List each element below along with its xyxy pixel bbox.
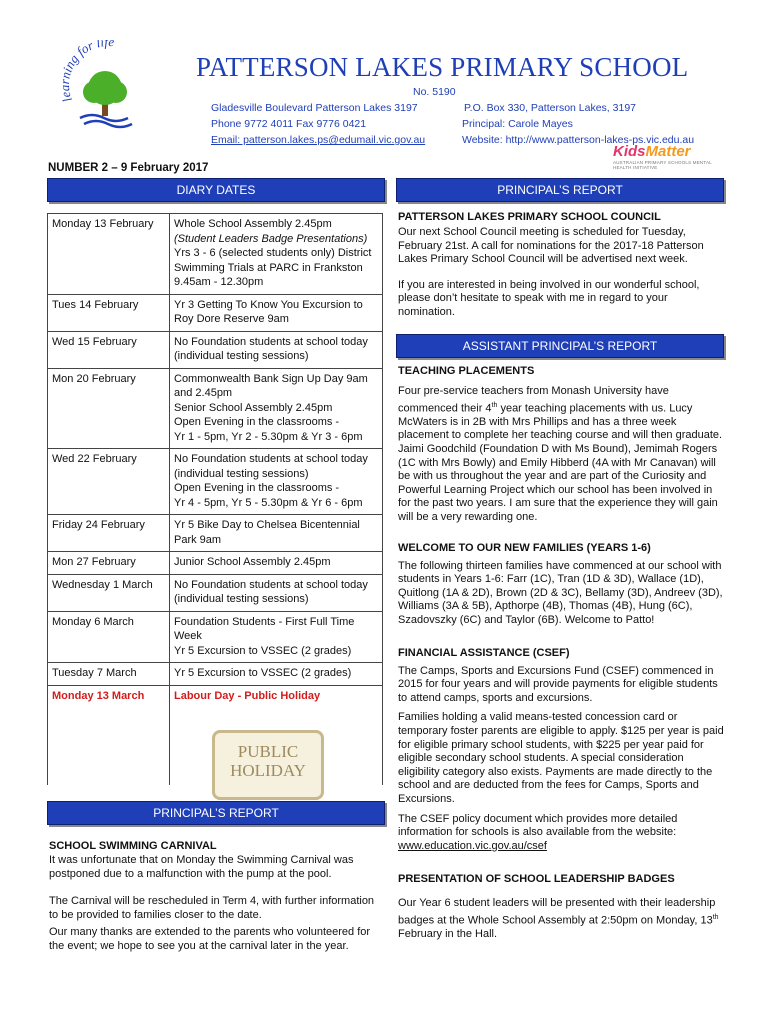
- email-link[interactable]: Email: patterson.lakes.ps@edumail.vic.gov.au: [211, 134, 426, 146]
- council-heading: PATTERSON LAKES PRIMARY SCHOOL COUNCIL: [398, 211, 661, 223]
- school-number: No. 5190: [413, 86, 456, 98]
- teaching-heading: TEACHING PLACEMENTS: [398, 365, 535, 377]
- swim-paragraph-3: Our many thanks are extended to the parents who volunteered for the event; we hope to see you at the carnival later in the year.: [49, 926, 371, 952]
- table-row: Monday 6 March Foundation Students - First Full Time Week Yr 5 Excursion to VSSEC (2 grades): [48, 611, 383, 663]
- table-row: Tuesday 7 March Yr 5 Excursion to VSSEC (2 grades): [48, 663, 383, 686]
- welcome-paragraph: The following thirteen families have commenced at our school with students in Years 1-6: Farr (1C), Tran (1D & 3D), Wallace (1D), Quitlong (1A & 2D), Brown (2D & 3C), Bellamy (3D), Andreev (3D), Williams (3A & 5B), Apthorpe (4B), Thomas (4B), Hung (6C), Szadovszky (6C) and Taylor (6B). Welcome to Patto!: [398, 559, 723, 626]
- principals-report-header-left: PRINCIPAL’S REPORT: [47, 801, 385, 825]
- csef-heading: FINANCIAL ASSISTANCE (CSEF): [398, 646, 570, 659]
- badges-heading: PRESENTATION OF SCHOOL LEADERSHIP BADGES: [398, 873, 675, 886]
- welcome-heading: WELCOME TO OUR NEW FAMILIES (YEARS 1-6): [398, 541, 651, 554]
- principal-name: Principal: Carole Mayes: [462, 118, 573, 130]
- table-row: Monday 13 February Whole School Assembly 2.45pm (Student Leaders Badge Presentations) Yrs 3 - 6 (selected students only) District Swimming Trials at PARC in Frankston 9.45am - 12.30pm: [48, 214, 383, 295]
- council-paragraph-2: If you are interested in being involved in our wonderful school, please don’t hesitate to speak with me in regard to your nomination.: [398, 278, 700, 318]
- kidsmatter-logo: KidsMatter AUSTRALIAN PRIMARY SCHOOLS MENTAL HEALTH INITIATIVE: [613, 143, 712, 170]
- public-holiday-stamp: PUBLIC HOLIDAY: [212, 730, 324, 800]
- po-box: P.O. Box 330, Patterson Lakes, 3197: [464, 102, 637, 114]
- csef-paragraph-1: The Camps, Sports and Excursions Fund (CSEF) commenced in 2015 for four years and will provide payments for eligible students to attend camps, sports and excursions.: [398, 664, 718, 704]
- table-row: Wed 22 February No Foundation students at school today (individual testing sessions) Open Evening in the classrooms - Yr 4 - 5pm, Yr 5 - 5.30pm & Yr 6 - 6pm: [48, 449, 383, 515]
- principals-report-header: PRINCIPAL’S REPORT: [396, 178, 724, 202]
- table-row: Mon 27 February Junior School Assembly 2.45pm: [48, 552, 383, 575]
- address: Gladesville Boulevard Patterson Lakes 3197: [211, 102, 418, 114]
- phone-fax: Phone 9772 4011 Fax 9776 0421: [211, 118, 367, 130]
- logo-text: learning for life: [58, 40, 115, 105]
- csef-paragraph-3: The CSEF policy document which provides more detailed information for schools is also available from the website:: [398, 812, 678, 839]
- diary-table: [47, 213, 383, 785]
- school-name: PATTERSON LAKES PRIMARY SCHOOL: [196, 52, 689, 82]
- table-row: Wed 15 February No Foundation students at school today (individual testing sessions): [48, 331, 383, 368]
- issue-number: NUMBER 2 – 9 February 2017: [48, 162, 209, 174]
- table-row: Wednesday 1 March No Foundation students at school today (individual testing sessions): [48, 574, 383, 611]
- council-paragraph-1: Our next School Council meeting is scheduled for Tuesday, February 21st. A call for nominations for the 2017-18 Patterson Lakes Primary School Council will be advertised next week.: [398, 226, 704, 266]
- csef-paragraph-2: Families holding a valid means-tested concession card or temporary foster parents are eligible to apply. $125 per year is paid for eligible primary school students, with $225 per year paid for eligible secondary school students. A special consideration eligibility category also exists. Payments are made directly to the school and are deducted from the fees for Camps, Sports and Excursions.: [398, 711, 724, 805]
- diary-dates-header: DIARY DATES: [47, 178, 385, 202]
- teaching-paragraph: Four pre-service teachers from Monash University have commenced their 4th year teaching placements with us. Lucy McWaters is in 2B with Mrs Phillips and has a three week placement to complete her teaching course and will then graduate. Jaimi Goodchild (Foundation D with Ms Bound), Jemimah Rogers (1C with Mrs Bowly) and Emily Hibberd (4A with Mr Canavan) will be with us throughout the year and are part of the Curiosity and Powerful Learning Project which our school has been involved in for the past two years. I am sure that the experience they will gain will be a very rewarding one.: [398, 385, 723, 523]
- table-row: Friday 24 February Yr 5 Bike Day to Chelsea Bicentennial Park 9am: [48, 515, 383, 552]
- table-row: Mon 20 February Commonwealth Bank Sign Up Day 9am and 2.45pm Senior School Assembly 2.45pm Open Evening in the classrooms - Yr 1 - 5pm, Yr 2 - 5.30pm & Yr 3 - 6pm: [48, 368, 383, 449]
- school-logo: [58, 40, 154, 136]
- swim-paragraph-2: The Carnival will be rescheduled in Term 4, with further information to be provided to families closer to the date.: [49, 895, 375, 921]
- csef-link[interactable]: www.education.vic.gov.au/csef: [398, 839, 547, 852]
- table-row-holiday: Monday 13 March Labour Day - Public Holiday: [48, 685, 383, 785]
- assistant-principal-header: ASSISTANT PRINCIPAL’S REPORT: [396, 334, 724, 358]
- badges-paragraph: Our Year 6 student leaders will be presented with their leadership badges at the Whole School Assembly at 2:50pm on Monday, 13th February in the Hall.: [398, 897, 719, 941]
- swim-heading: SCHOOL SWIMMING CARNIVAL: [49, 840, 217, 852]
- table-row: Tues 14 February Yr 3 Getting To Know You Excursion to Roy Dore Reserve 9am: [48, 294, 383, 331]
- swim-paragraph-1: It was unfortunate that on Monday the Swimming Carnival was postponed due to a malfunction with the pump at the pool.: [49, 854, 354, 880]
- website-link[interactable]: Website: http://www.patterson-lakes-ps.vic.edu.au: [462, 134, 695, 146]
